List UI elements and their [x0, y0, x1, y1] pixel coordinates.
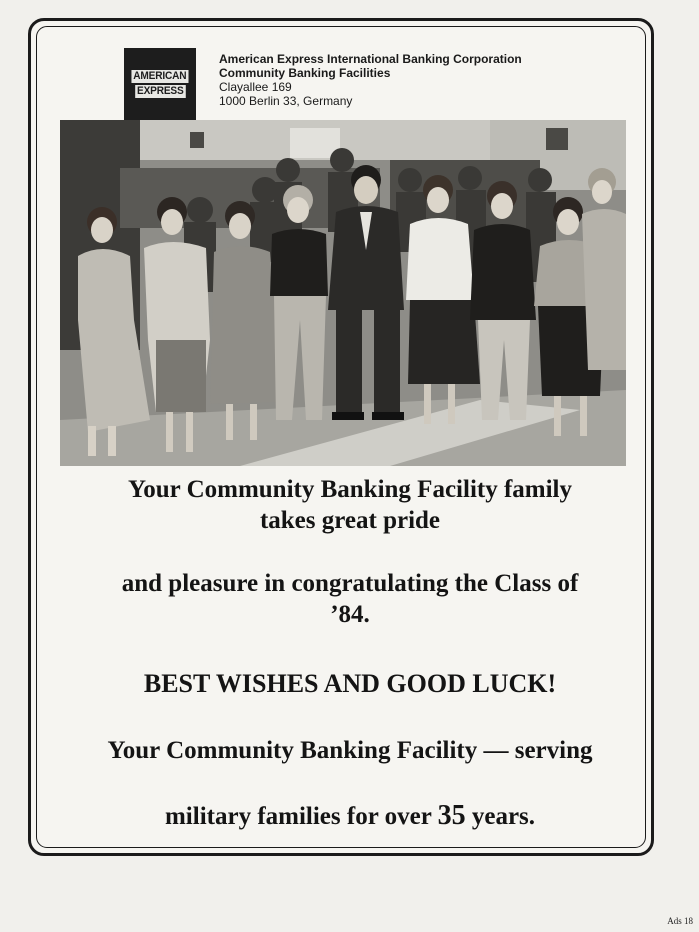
page-folio: Ads 18: [667, 916, 693, 926]
logo-text-express: EXPRESS: [136, 85, 184, 97]
message-congrats-class: [40, 568, 660, 630]
message-best-wishes: BEST WISHES AND GOOD LUCK!: [143, 669, 557, 698]
message-years-pre: military families for over: [164, 803, 438, 830]
company-city: 1000 Berlin 33, Germany: [219, 94, 353, 108]
logo-text-american: AMERICAN: [133, 70, 187, 82]
message-line-2a: and pleasure in congratulating the Class of: [121, 570, 579, 597]
message-years: [40, 800, 660, 833]
staff-group-photo: [60, 120, 626, 466]
message-line-2b: ’84.: [330, 601, 370, 628]
message-line-1b: takes great pride: [259, 507, 441, 534]
company-name: American Express International Banking Corporation: [219, 52, 522, 66]
company-street: Clayallee 169: [219, 80, 292, 94]
message-years-number: 35: [437, 800, 466, 831]
american-express-logo: [124, 48, 196, 120]
message-line-1a: Your Community Banking Facility family: [127, 476, 573, 503]
company-division: Community Banking Facilities: [219, 66, 391, 80]
message-years-post: years.: [465, 803, 536, 830]
company-header: [219, 52, 522, 108]
message-serving: Your Community Banking Facility — serving: [107, 737, 593, 764]
message-congrats-heading: [40, 474, 660, 536]
